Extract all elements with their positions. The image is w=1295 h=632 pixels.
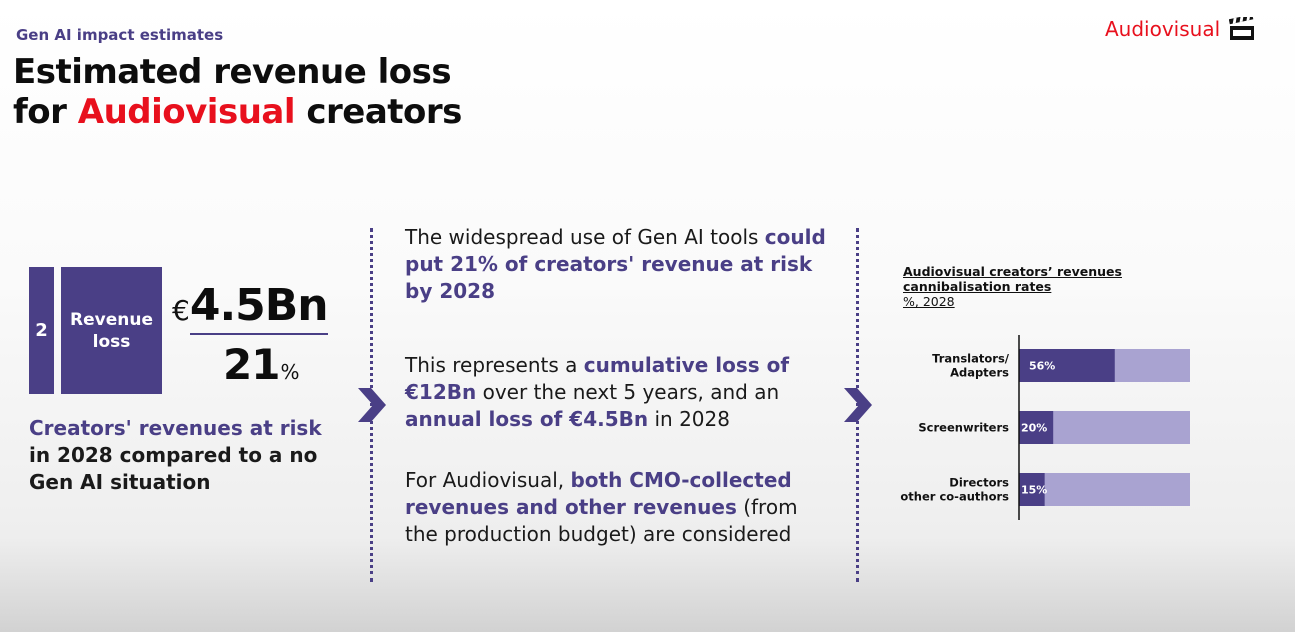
bar-data-label: 56% — [1029, 359, 1056, 373]
p3-text-1: For Audiovisual, — [405, 468, 571, 492]
p2-emphasis-1: cumulative loss of €12Bn — [405, 353, 790, 404]
cannibalisation-bar-chart — [890, 330, 1200, 530]
p2-emphasis-2: annual loss of €4.5Bn — [405, 407, 649, 431]
section-kicker: Gen AI impact estimates — [16, 26, 224, 44]
currency-symbol: € — [172, 294, 190, 327]
p3-emphasis: both CMO-collected revenues and other revenues — [405, 468, 792, 519]
percent-value: 21 — [223, 340, 280, 389]
category-label: Directors — [949, 475, 1009, 490]
revenue-loss-badge — [61, 267, 162, 394]
chevron-right-icon — [358, 388, 386, 422]
category-label: Screenwriters — [918, 420, 1009, 435]
clapperboard-icon — [1229, 17, 1255, 41]
page-title-line1: Estimated revenue loss — [13, 52, 452, 92]
p1-text: The widespread use of Gen AI tools — [405, 225, 765, 249]
paragraph-risk — [405, 224, 845, 305]
p2-text-2: over the next 5 years, and an — [476, 380, 780, 404]
title-highlight: Audiovisual — [77, 92, 295, 132]
paragraph-cumulative-loss — [405, 352, 825, 433]
p2-text-1: This represents a — [405, 353, 584, 377]
kpi-caption-highlight: Creators' revenues at risk — [29, 416, 322, 440]
kpi-caption-rest: in 2028 compared to a no Gen AI situation — [29, 443, 318, 494]
badge-label-line2: loss — [92, 331, 131, 352]
title-suffix: creators — [295, 92, 462, 132]
p1-emphasis: could put 21% of creators' revenue at risk by 2028 — [405, 225, 826, 303]
brand-label — [1105, 17, 1255, 41]
chart-title: Audiovisual creators’ revenues cannibalisation rates — [903, 264, 1122, 294]
page-title-line2 — [13, 92, 462, 132]
p3-text-2: (from the production budget) are considered — [405, 495, 798, 546]
chevron-right-icon — [844, 388, 872, 422]
revenue-loss-amount — [172, 280, 328, 331]
badge-label-line1: Revenue — [70, 309, 153, 330]
page-title — [13, 52, 462, 132]
chart-subtitle: %, 2028 — [903, 294, 955, 309]
title-prefix: for — [13, 92, 78, 132]
brand-text: Audiovisual — [1105, 17, 1221, 41]
kpi-caption — [29, 415, 349, 496]
kpi-divider — [190, 333, 328, 335]
revenue-loss-percent — [223, 340, 299, 389]
bar-data-label: 20% — [1021, 421, 1048, 435]
bar-data-label: 15% — [1021, 483, 1048, 497]
percent-symbol: % — [280, 360, 300, 384]
category-label: Adapters — [950, 365, 1009, 380]
category-label: other co-authors — [900, 489, 1009, 504]
category-label: Translators/ — [932, 351, 1009, 366]
amount-value: 4.5Bn — [189, 280, 328, 331]
section-number-badge: 2 — [29, 267, 54, 394]
p2-text-3: in 2028 — [648, 407, 730, 431]
paragraph-scope — [405, 467, 825, 548]
